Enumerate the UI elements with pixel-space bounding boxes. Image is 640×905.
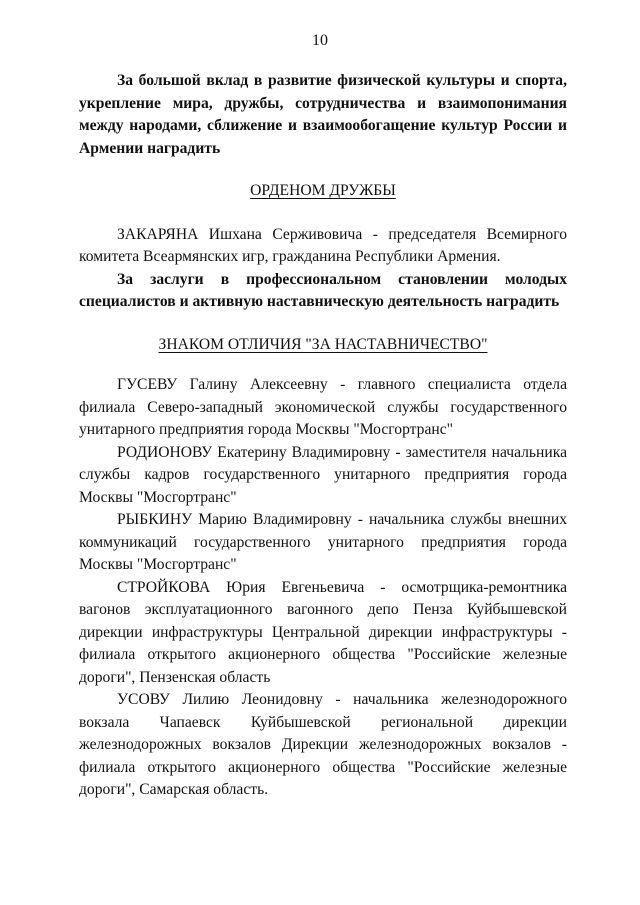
award-title-mentorship-badge: ЗНАКОМ ОТЛИЧИЯ "ЗА НАСТАВНИЧЕСТВО" xyxy=(158,335,488,353)
page-number: 10 xyxy=(312,32,328,49)
recipient-entry: ЗАКАРЯНА Ишхана Серживовича - председателя Всемирного комитета Всеармянских игр, гражданина Республики Армения. xyxy=(79,225,567,265)
recipient-entry: РОДИОНОВУ Екатерину Владимировну - заместителя начальника службы кадров государственного унитарного предприятия города Москвы "Мосгортранс" xyxy=(79,443,567,506)
award-intro-paragraph: За большой вклад в развитие физической культуры и спорта, укрепление мира, дружбы, сотрудничества и взаимопонимания между народами, сближение и взаимообогащение культур России и Армении наградить xyxy=(79,72,567,157)
recipient-entry: ГУСЕВУ Галину Алексеевну - главного специалиста отдела филиала Северо-западный экономической службы государственного унитарного предприятия города Москвы "Мосгортранс" xyxy=(79,376,567,438)
award-title-order-of-friendship: ОРДЕНОМ ДРУЖБЫ xyxy=(250,182,396,199)
recipient-entry: УСОВУ Лилию Леонидовну - начальника железнодорожного вокзала Чапаевск Куйбышевской региональной дирекции железнодорожных вокзалов Дирекции железнодорожных вокзалов - филиала открытого акционерного общества "Российские железные дороги", Самарская область. xyxy=(79,691,567,798)
recipient-entry: СТРОЙКОВА Юрия Евгеньевича - осмотрщика-ремонтника вагонов эксплуатационного вагонного депо Пенза Куйбышевской дирекции инфраструктуры Центральной дирекции инфраструктуры - филиала открытого акционерного общества "Российские железные дороги", Пензенская область xyxy=(79,578,567,686)
award-intro-paragraph: За заслуги в профессиональном становлении молодых специалистов и активную наставническую деятельность наградить xyxy=(79,270,567,310)
document-body xyxy=(79,70,567,802)
recipient-entry: РЫБКИНУ Марию Владимировну - начальника службы внешних коммуникаций государственного унитарного предприятия города Москвы "Мосгортранс" xyxy=(79,511,567,573)
